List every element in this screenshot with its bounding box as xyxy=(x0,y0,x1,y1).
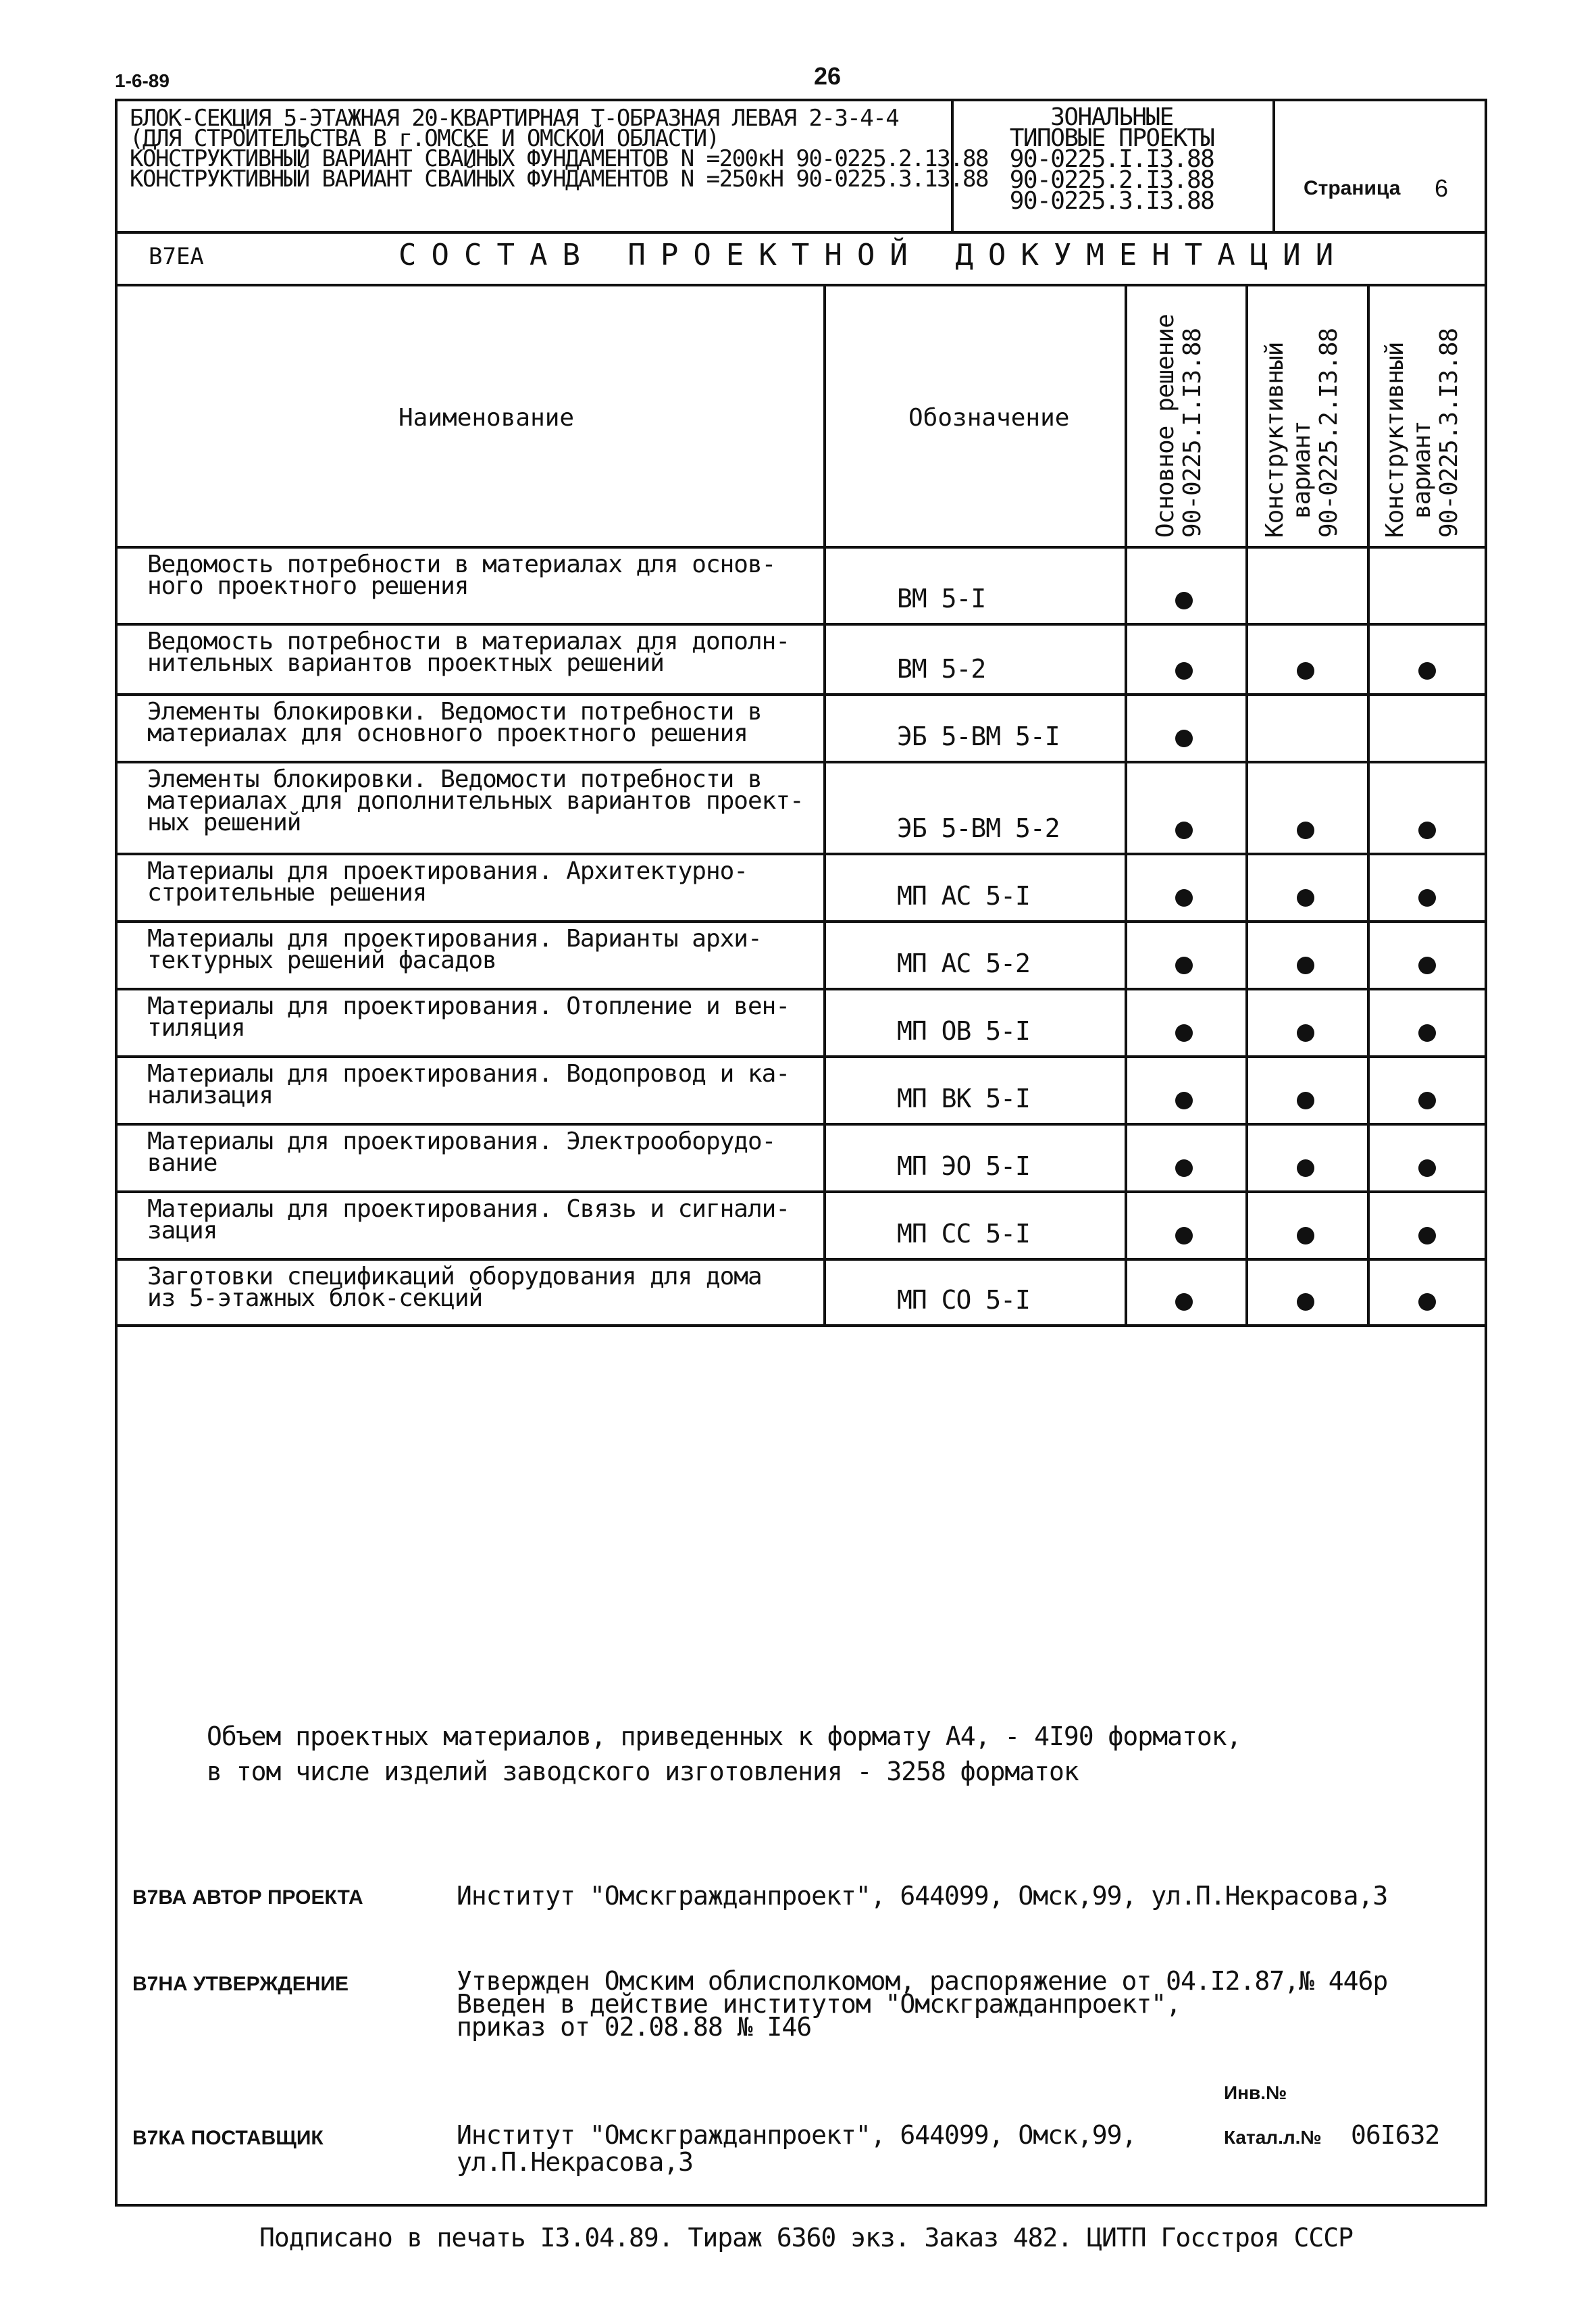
row-name-line: материалах для основного проектного решения xyxy=(147,720,748,747)
row-name xyxy=(147,1128,776,1177)
page-value: 6 xyxy=(1435,174,1449,202)
row-divider xyxy=(115,1123,1487,1126)
row-designation: МП ВК 5-I xyxy=(897,1084,1030,1113)
title-line: КОНСТРУКТИВНЫЙ ВАРИАНТ СВАЙНЫХ ФУНДАМЕНТОВ N =200кН 90-0225.2.13.88 xyxy=(130,145,988,172)
included-mark xyxy=(1418,957,1436,974)
row-name-line: вание xyxy=(147,1149,217,1177)
included-mark xyxy=(1297,1024,1314,1042)
projects-heading: ТИПОВЫЕ ПРОЕКТЫ xyxy=(1009,124,1214,152)
included-mark xyxy=(1297,1227,1314,1244)
row-divider xyxy=(115,623,1487,626)
row-name-line: ного проектного решения xyxy=(147,572,469,600)
row-name xyxy=(147,551,776,600)
approval-label: В7НА УТВЕРЖДЕНИЕ xyxy=(132,1973,349,1995)
row-name-line: из 5-этажных блок-секций xyxy=(147,1284,483,1312)
column-header-variant-3: Конструктивный вариант 90-0225.3.I3.88 xyxy=(1381,328,1463,538)
row-name-line: нализация xyxy=(147,1082,274,1109)
project-code: 90-0225.I.I3.88 xyxy=(1009,145,1214,173)
section-title: СОСТАВ ПРОЕКТНОЙ ДОКУМЕНТАЦИИ xyxy=(398,238,1349,272)
included-mark xyxy=(1175,1024,1193,1042)
included-mark xyxy=(1418,1159,1436,1177)
row-designation: МП ЭО 5-I xyxy=(897,1151,1030,1181)
included-mark xyxy=(1297,1293,1314,1311)
catalog-value: 06I632 xyxy=(1351,2120,1440,2150)
row-name xyxy=(147,698,762,747)
row-name-line: Элементы блокировки. Ведомости потребности в xyxy=(147,698,762,726)
column-header-main: Основное решение 90-0225.I.I3.88 xyxy=(1152,314,1206,538)
row-designation: ВМ 5-I xyxy=(897,584,986,613)
included-mark xyxy=(1175,1092,1193,1109)
included-mark xyxy=(1175,822,1193,839)
row-name-line: ных решений xyxy=(147,809,301,836)
print-footer: Подписано в печать I3.04.89. Тираж 6360 экз. Заказ 482. ЦИТП Госстроя СССР xyxy=(259,2223,1353,2253)
included-mark xyxy=(1418,1227,1436,1244)
row-divider xyxy=(115,1190,1487,1193)
row-divider xyxy=(115,1324,1487,1327)
included-mark xyxy=(1175,957,1193,974)
included-mark xyxy=(1175,889,1193,907)
approval-line: приказ от 02.08.88 № I46 xyxy=(457,2012,812,2042)
project-code: 90-0225.3.I3.88 xyxy=(1009,187,1214,215)
page-label: Страница xyxy=(1304,177,1401,199)
row-divider xyxy=(115,1258,1487,1261)
included-mark xyxy=(1175,662,1193,680)
row-name-line: Материалы для проектирования. Отопление и вен- xyxy=(147,992,790,1020)
approval-line: Утвержден Омским облисполкомом, распоряжение от 04.I2.87,№ 446р xyxy=(457,1966,1388,1996)
row-name-line: Элементы блокировки. Ведомости потребности в xyxy=(147,765,762,793)
row-divider xyxy=(115,988,1487,990)
included-mark xyxy=(1297,1092,1314,1109)
row-designation: ЭБ 5-ВМ 5-2 xyxy=(897,813,1060,843)
row-designation: МП СО 5-I xyxy=(897,1285,1030,1315)
volume-line: Объем проектных материалов, приведенных к формату А4, - 4I90 форматок, xyxy=(207,1721,1241,1751)
included-mark xyxy=(1175,1159,1193,1177)
included-mark xyxy=(1297,822,1314,839)
row-name xyxy=(147,628,790,677)
project-code: 90-0225.2.I3.88 xyxy=(1009,166,1214,194)
row-divider xyxy=(115,693,1487,696)
column-header-designation: Обозначение xyxy=(908,404,1070,432)
included-mark xyxy=(1418,822,1436,839)
row-designation: ВМ 5-2 xyxy=(897,654,986,684)
inv-label: Инв.№ xyxy=(1224,2082,1287,2103)
supplier-line: ул.П.Некрасова,3 xyxy=(457,2147,694,2177)
corner-code: 1-6-89 xyxy=(115,70,170,91)
catalog-label: Катал.л.№ xyxy=(1224,2127,1322,2148)
row-name-line: Материалы для проектирования. Водопровод и ка- xyxy=(147,1060,790,1088)
projects-heading: ЗОНАЛЬНЫЕ xyxy=(1050,103,1173,131)
included-mark xyxy=(1418,1092,1436,1109)
row-name xyxy=(147,1263,762,1312)
column-header-name: Наименование xyxy=(398,404,575,432)
author-value: Институт "Омскгражданпроект", 644099, Омск,99, ул.П.Некрасова,3 xyxy=(457,1881,1388,1911)
included-mark xyxy=(1175,1227,1193,1244)
approval-line: Введен в действие институтом "Омскгражданпроект", xyxy=(457,1989,1181,2019)
row-name-line: Материалы для проектирования. Электрооборудо- xyxy=(147,1128,776,1155)
row-designation: МП ОВ 5-I xyxy=(897,1016,1030,1046)
row-name xyxy=(147,857,748,907)
row-name-line: нительных вариантов проектных решений xyxy=(147,649,664,677)
included-mark xyxy=(1297,957,1314,974)
row-name-line: Ведомость потребности в материалах для основ- xyxy=(147,551,776,578)
row-name xyxy=(147,1195,790,1244)
row-name-line: зация xyxy=(147,1217,217,1244)
row-designation: ЭБ 5-ВМ 5-I xyxy=(897,722,1060,751)
included-mark xyxy=(1418,1024,1436,1042)
section-code: В7ЕА xyxy=(149,243,204,270)
included-mark xyxy=(1175,730,1193,747)
row-name xyxy=(147,1060,790,1109)
row-name-line: Ведомость потребности в материалах для дополн- xyxy=(147,628,790,655)
included-mark xyxy=(1175,592,1193,609)
row-name-line: строительные решения xyxy=(147,879,427,907)
row-designation: МП СС 5-I xyxy=(897,1219,1030,1249)
title-block xyxy=(130,105,988,193)
row-name xyxy=(147,925,762,974)
title-line: (ДЛЯ СТРОИТЕЛЬСТВА В г.ОМСКЕ И ОМСКОЙ ОБЛАСТИ) xyxy=(130,125,719,152)
row-name-line: материалах для дополнительных вариантов проект- xyxy=(147,787,804,815)
supplier-line: Институт "Омскгражданпроект", 644099, Омск,99, xyxy=(457,2120,1137,2150)
title-line: БЛОК-СЕКЦИЯ 5-ЭТАЖНАЯ 20-КВАРТИРНАЯ Т-ОБРАЗНАЯ ЛЕВАЯ 2-3-4-4 xyxy=(130,105,899,132)
row-name-line: тиляция xyxy=(147,1014,245,1042)
included-mark xyxy=(1418,889,1436,907)
included-mark xyxy=(1297,1159,1314,1177)
row-divider xyxy=(115,853,1487,855)
row-divider xyxy=(115,1055,1487,1058)
column-header-variant-2: Конструктивный вариант 90-0225.2.I3.88 xyxy=(1261,328,1343,538)
included-mark xyxy=(1418,662,1436,680)
row-divider xyxy=(115,920,1487,923)
row-divider xyxy=(115,761,1487,763)
row-name-line: тектурных решений фасадов xyxy=(147,947,496,974)
volume-line: в том числе изделий заводского изготовления - 3258 форматок xyxy=(207,1757,1079,1786)
row-name-line: Материалы для проектирования. Архитектурно- xyxy=(147,857,748,885)
included-mark xyxy=(1175,1293,1193,1311)
included-mark xyxy=(1297,662,1314,680)
row-name-line: Материалы для проектирования. Варианты архи- xyxy=(147,925,762,953)
row-designation: МП АС 5-I xyxy=(897,881,1030,911)
row-name-line: Материалы для проектирования. Связь и сигнали- xyxy=(147,1195,790,1223)
row-designation: МП АС 5-2 xyxy=(897,949,1030,978)
row-name xyxy=(147,765,804,836)
row-name-line: Заготовки спецификаций оборудования для дома xyxy=(147,1263,762,1290)
included-mark xyxy=(1418,1293,1436,1311)
supplier-label: В7КА ПОСТАВЩИК xyxy=(132,2127,324,2149)
included-mark xyxy=(1297,889,1314,907)
projects-block xyxy=(970,103,1254,215)
page-number: 26 xyxy=(814,62,842,90)
title-line: КОНСТРУКТИВНЫЙ ВАРИАНТ СВАЙНЫХ ФУНДАМЕНТОВ N =250кН 90-0225.3.13.88 xyxy=(130,166,988,193)
row-name xyxy=(147,992,790,1042)
author-label: В7ВА АВТОР ПРОЕКТА xyxy=(132,1886,363,1909)
